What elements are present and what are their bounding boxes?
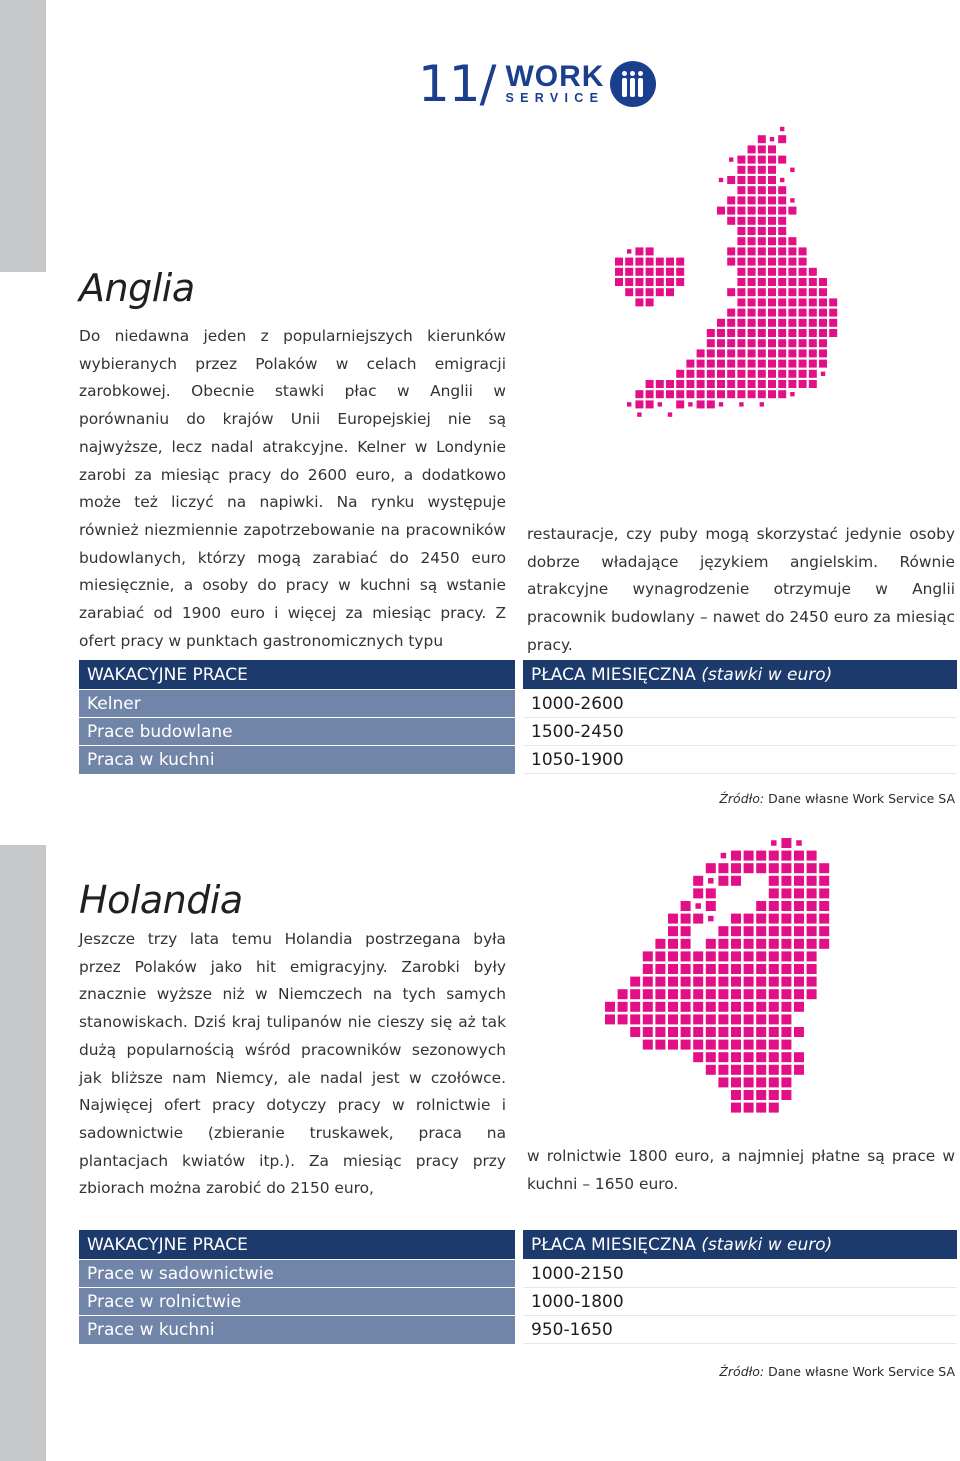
job-cell: Prace w sadownictwie (79, 1260, 515, 1288)
source-label: Źródło: (719, 791, 765, 806)
page-header (418, 56, 656, 112)
work-service-logo (505, 61, 656, 107)
col-header-job: WAKACYJNE PRACE (79, 1230, 515, 1260)
sidebar-strip-top (0, 0, 46, 272)
pay-cell: 1500-2450 (523, 718, 957, 746)
source-label: Źródło: (719, 1364, 765, 1379)
england-paragraph-left: Do niedawna jeden z popularniejszych kierunków wybieranych przez Polaków w celach emigracji zarobkowej. Obecnie stawki płac w Anglii w porównaniu do krajów Unii Europejskiej nie są najwyższe, lecz nadal atrakcyjne. Kelner w Londynie zarobi za miesiąc pracy do 2600 euro, a dodatkowo może też liczyć na napiwki. Na rynku występuje również niezmiennie zapotrzebowanie na pracowników budowlanych, którzy mogą zarabiać do 2450 euro miesięcznie, a osoby do pracy w kuchni są wstanie zarabiać od 1900 euro i więcej za miesiąc pracy. Z ofert pracy w punktach gastronomicznych typu (79, 327, 506, 650)
section-title-netherlands: Holandia (79, 878, 243, 922)
col-header-job: WAKACYJNE PRACE (79, 660, 515, 690)
table-header-row (79, 1230, 957, 1260)
col-header-pay-sub: (stawki w euro) (701, 1234, 833, 1255)
iii-circle-logo-icon (610, 61, 656, 107)
sidebar-strip-bottom (0, 845, 46, 1461)
netherlands-paragraph-left: Jeszcze trzy lata temu Holandia postrzegana była przez Polaków jako hit emigracyjny. Zarobki były znacznie wyższe niż w Niemczech na tych samych stanowiskach. Dziś kraj tulipanów nie cieszy się aż tak dużą popularnością wśród pracowników sezonowych jak bliższe nam Niemcy, ale nadal jest w czołówce. Najwięcej ofert pracy dotyczy pracy w rolnictwie i sadownictwie (zbieranie truskawek, praca na plantacjach kwiatów itp.). Za miesiąc pracy przy zbiorach można zarobić do 2150 euro, (79, 930, 506, 1198)
table-row (79, 1260, 957, 1288)
table-row (79, 1316, 957, 1344)
table-header-row (79, 660, 957, 690)
logo-line2: SERVICE (505, 91, 605, 105)
job-cell: Prace budowlane (79, 718, 515, 746)
logo-wordmark (505, 60, 605, 105)
logo-line1: WORK (505, 60, 605, 93)
pay-cell: 1000-2150 (523, 1260, 957, 1288)
england-paragraph-right: restauracje, czy puby mogą skorzystać jedynie osoby dobrze władające językiem angielskim. Równie atrakcyjne wynagrodzenie otrzymuje w Anglii pracownik budowlany – nawet do 2450 euro za miesiąc pracy. (527, 525, 955, 654)
job-cell: Prace w rolnictwie (79, 1288, 515, 1316)
col-header-pay-sub: (stawki w euro) (701, 664, 833, 685)
job-cell: Praca w kuchni (79, 746, 515, 774)
page-number: 11/ (418, 55, 496, 113)
source-text: Dane własne Work Service SA (768, 791, 955, 806)
pay-cell: 1000-2600 (523, 690, 957, 718)
england-pay-table (79, 660, 957, 774)
job-cell: Kelner (79, 690, 515, 718)
section-title-england: Anglia (79, 266, 195, 310)
table-row (79, 1288, 957, 1316)
england-source (719, 791, 955, 806)
netherlands-paragraph-right: w rolnictwie 1800 euro, a najmniej płatne są prace w kuchni – 1650 euro. (527, 1147, 955, 1193)
netherlands-source (719, 1364, 955, 1379)
col-header-pay-main: PŁACA MIESIĘCZNA (531, 1234, 696, 1255)
job-cell: Prace w kuchni (79, 1316, 515, 1344)
pay-cell: 1050-1900 (523, 746, 957, 774)
col-header-pay (523, 1230, 957, 1260)
pay-cell: 950-1650 (523, 1316, 957, 1344)
netherlands-dot-map-icon (605, 838, 835, 1128)
uk-dot-map-icon (615, 125, 840, 515)
source-text: Dane własne Work Service SA (768, 1364, 955, 1379)
pay-cell: 1000-1800 (523, 1288, 957, 1316)
table-row (79, 718, 957, 746)
table-row (79, 746, 957, 774)
col-header-pay-main: PŁACA MIESIĘCZNA (531, 664, 696, 685)
table-row (79, 690, 957, 718)
netherlands-pay-table (79, 1230, 957, 1344)
col-header-pay (523, 660, 957, 690)
